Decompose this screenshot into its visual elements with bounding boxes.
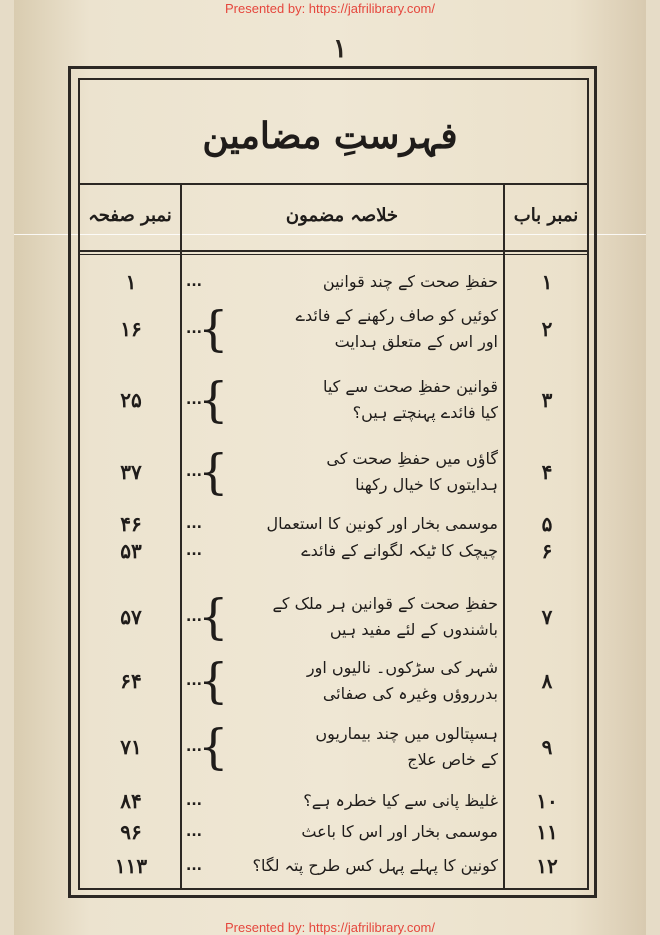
toc-entry-line: ہسپتالوں میں چند بیماریوں — [315, 724, 498, 743]
toc-page-number: ۱۱۳ — [114, 854, 148, 878]
header-chapter-number: نمبر باب — [513, 205, 579, 226]
column-divider-right — [503, 185, 505, 889]
brace-mark: { — [198, 653, 229, 709]
column-divider-left — [180, 185, 182, 889]
toc-entry-line: کونین کا پہلے پہل کس طرح پتہ لگا؟ — [252, 856, 498, 875]
title-divider — [78, 183, 589, 185]
leader-dots: ... — [186, 392, 202, 408]
toc-entry-line: بدرروؤں وغیرہ کی صفائی — [322, 684, 498, 703]
toc-entry-line: باشندوں کے لئے مفید ہیں — [329, 620, 498, 639]
toc-entry-text — [216, 269, 498, 295]
leader-dots: ... — [186, 274, 202, 290]
toc-entry-line: شہر کی سڑکوں۔ نالیوں اور — [306, 658, 498, 677]
toc-entry-text — [216, 374, 498, 426]
toc-chapter-number: ۱ — [541, 270, 553, 294]
toc-chapter-number: ۸ — [541, 669, 553, 693]
toc-entry-line: کیا فائدے پہنچتے ہیں؟ — [352, 403, 498, 422]
toc-page-number: ۱ — [125, 270, 137, 294]
toc-chapter-number: ۵ — [541, 512, 553, 536]
toc-entry-line: گاؤں میں حفظِ صحت کی — [326, 449, 498, 468]
toc-page-number: ۶۴ — [120, 669, 142, 693]
toc-entry-text — [216, 655, 498, 707]
toc-chapter-number: ۹ — [541, 735, 553, 759]
toc-chapter-number: ۱۰ — [536, 789, 558, 813]
brace-mark: { — [198, 719, 229, 775]
leader-dots: ... — [186, 739, 202, 755]
toc-entry-line: اور اس کے متعلق ہدایت — [334, 332, 498, 351]
toc-entry-text — [216, 446, 498, 498]
toc-entry-line: حفظِ صحت کے چند قوانین — [322, 272, 498, 291]
toc-entry-line: قوانین حفظِ صحت سے کیا — [322, 377, 498, 396]
brace-mark: { — [198, 589, 229, 645]
toc-page-number: ۲۵ — [120, 388, 142, 412]
brace-mark: { — [198, 444, 229, 500]
toc-page-number: ۸۴ — [120, 789, 142, 813]
toc-entry-text — [216, 591, 498, 643]
toc-entry-text — [216, 853, 498, 879]
toc-entry-text — [216, 511, 498, 537]
leader-dots: ... — [186, 543, 202, 559]
toc-entry-line: غلیظ پانی سے کیا خطرہ ہے؟ — [303, 791, 498, 810]
header-divider — [78, 250, 589, 252]
toc-page-number: ۷۱ — [120, 735, 142, 759]
toc-entry-line: حفظِ صحت کے قوانین ہر ملک کے — [272, 594, 498, 613]
toc-entry-text — [216, 538, 498, 564]
toc-entry-line: چیچک کا ٹیکہ لگوانے کے فائدے — [301, 541, 498, 560]
toc-entry-line: کے خاص علاج — [407, 750, 498, 769]
brace-mark: { — [198, 372, 229, 428]
toc-entry-line: ہدایتوں کا خیال رکھنا — [355, 475, 498, 494]
leader-dots: ... — [186, 824, 202, 840]
toc-page-number: ۳۷ — [120, 460, 142, 484]
leader-dots: ... — [186, 793, 202, 809]
watermark-top[interactable]: Presented by: https://jafrilibrary.com/ — [224, 1, 435, 16]
toc-chapter-number: ۱۲ — [536, 854, 558, 878]
toc-entry-text — [216, 788, 498, 814]
watermark-bottom[interactable]: Presented by: https://jafrilibrary.com/ — [224, 920, 435, 935]
toc-page-number: ۵۷ — [120, 605, 142, 629]
page-number: ۱ — [333, 34, 347, 64]
header-summary: خلاصہ مضمون — [285, 205, 399, 226]
toc-chapter-number: ۴ — [541, 460, 553, 484]
toc-page-number: ۹۶ — [120, 820, 142, 844]
toc-entry-text — [216, 303, 498, 355]
leader-dots: ... — [186, 858, 202, 874]
toc-entry-line: موسمی بخار اور کونین کا استعمال — [266, 514, 498, 533]
toc-chapter-number: ۷ — [541, 605, 553, 629]
toc-chapter-number: ۲ — [541, 317, 553, 341]
toc-page-number: ۱۶ — [120, 317, 142, 341]
leader-dots: ... — [186, 516, 202, 532]
toc-chapter-number: ۳ — [541, 388, 553, 412]
toc-chapter-number: ۱۱ — [536, 820, 558, 844]
toc-entry-text — [216, 819, 498, 845]
leader-dots: ... — [186, 673, 202, 689]
toc-page-number: ۵۳ — [120, 539, 142, 563]
leader-dots: ... — [186, 464, 202, 480]
header-page-number: نمبر صفحہ — [88, 205, 172, 226]
header-divider-secondary — [78, 254, 589, 255]
brace-mark: { — [198, 301, 229, 357]
toc-entry-line: موسمی بخار اور اس کا باعث — [301, 822, 498, 841]
toc-page-number: ۴۶ — [120, 512, 142, 536]
page-title: فہرستِ مضامین — [202, 115, 458, 157]
toc-entry-text — [216, 721, 498, 773]
leader-dots: ... — [186, 609, 202, 625]
toc-entry-line: کوئیں کو صاف رکھنے کے فائدے — [295, 306, 498, 325]
leader-dots: ... — [186, 321, 202, 337]
toc-chapter-number: ۶ — [541, 539, 553, 563]
